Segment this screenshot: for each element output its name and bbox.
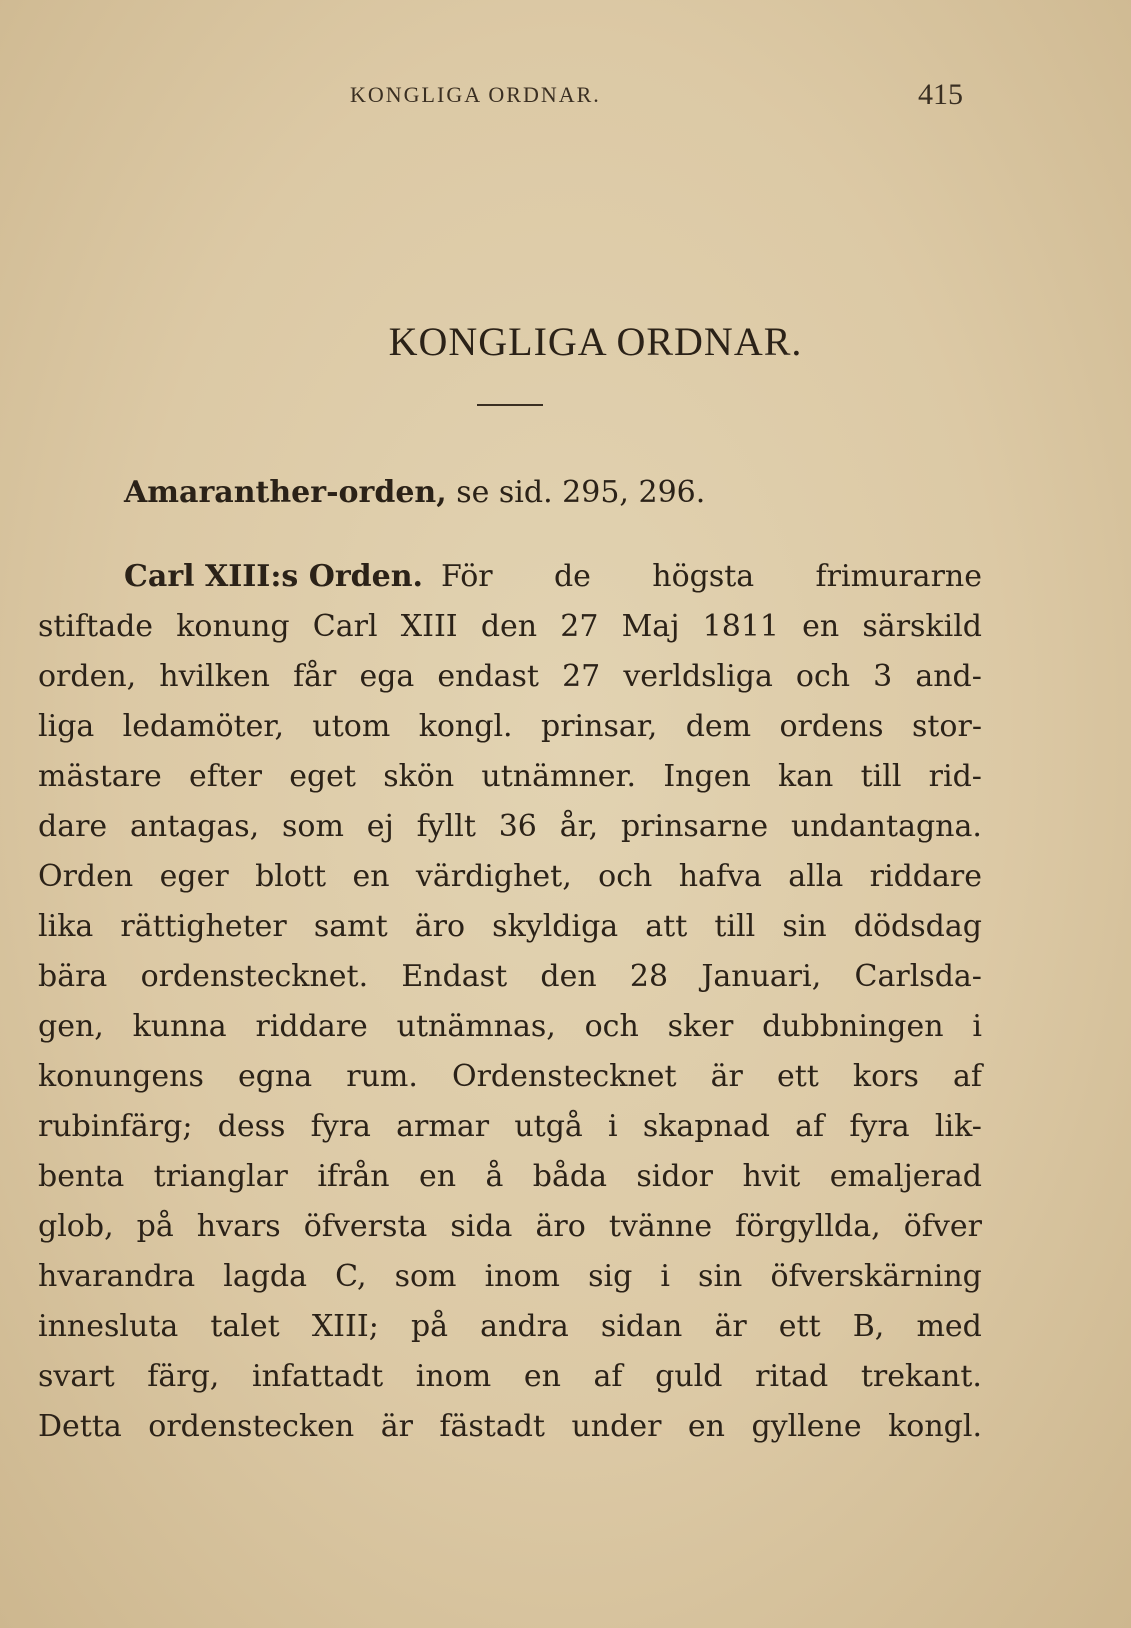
entry-text-line (38, 652, 982, 702)
entry-text-line (38, 1102, 982, 1152)
word: särskild (862, 609, 982, 644)
entry-text-line (38, 1202, 982, 1252)
word: ritad (755, 1359, 829, 1394)
word: ega (359, 659, 415, 694)
word: XIII; (311, 1309, 379, 1344)
word: öfverskärning (770, 1259, 982, 1294)
word: rum. (346, 1059, 418, 1094)
entry-text-line (38, 1402, 982, 1452)
word: prinsarne (620, 809, 769, 844)
word: trianglar (153, 1159, 288, 1194)
word: riddare (869, 859, 982, 894)
word: sida (450, 1209, 513, 1244)
word: alla (788, 859, 844, 894)
word: fästadt (439, 1409, 545, 1444)
entry-text-line (38, 852, 982, 902)
word: endast (437, 659, 539, 694)
entry-text-line (38, 902, 982, 952)
title-divider (477, 404, 543, 406)
word: och (795, 659, 851, 694)
word: rättigheter (120, 909, 287, 944)
word: guld (655, 1359, 723, 1394)
word: på (136, 1209, 174, 1244)
word: konung (176, 609, 290, 644)
word: ordenstecknet. (140, 959, 369, 994)
entry-line (38, 468, 982, 518)
word: Ingen (663, 759, 751, 794)
word: efter (188, 759, 262, 794)
word: ifrån (317, 1159, 390, 1194)
word: lika (38, 909, 94, 944)
word: ordens (779, 709, 884, 744)
word: hvilken (159, 659, 270, 694)
word: en (352, 859, 390, 894)
word: antagas, (130, 809, 260, 844)
word: en (523, 1359, 561, 1394)
entry-text-line (38, 1352, 982, 1402)
section-title: KONGLIGA ORDNAR. (388, 319, 803, 364)
word: en (687, 1409, 725, 1444)
entry-text-line (38, 1252, 982, 1302)
word: blott (255, 859, 327, 894)
word: som (394, 1259, 457, 1294)
word: prinsar, (540, 709, 658, 744)
word: infattadt (251, 1359, 384, 1394)
entry-text-line (38, 1302, 982, 1352)
word: sidan (600, 1309, 683, 1344)
word: rid- (928, 759, 982, 794)
word: svart (38, 1359, 115, 1394)
entry-text-line (38, 702, 982, 752)
word: sidor (636, 1159, 714, 1194)
entry-text-line (38, 952, 982, 1002)
word: äro (535, 1209, 586, 1244)
word: inom (415, 1359, 492, 1394)
word: å (485, 1159, 504, 1194)
word: stiftade (38, 609, 154, 644)
entry-name: Amaranther-orden, (124, 475, 447, 510)
word: utgå (514, 1109, 583, 1144)
entry-text-line (38, 1152, 982, 1202)
word: på (410, 1309, 449, 1344)
word: 1811 (702, 609, 780, 644)
word: bära (38, 959, 108, 994)
word: och (598, 859, 653, 894)
word: kongl. (888, 1409, 982, 1444)
word: gyllene (751, 1409, 862, 1444)
word: äro (414, 909, 466, 944)
word: är (714, 1309, 747, 1344)
word: hafva (678, 859, 762, 894)
word: sin (698, 1259, 743, 1294)
word: af (795, 1109, 825, 1144)
entry-line (38, 552, 982, 602)
word: år, (559, 809, 599, 844)
word: värdighet, (415, 859, 572, 894)
word: eget (289, 759, 356, 794)
page-number: 415 (918, 78, 963, 111)
entry-text-line (38, 602, 982, 652)
word: sin (782, 909, 827, 944)
word: hvars (196, 1209, 281, 1244)
word: Januari, (701, 959, 822, 994)
word: Carl (312, 609, 378, 644)
word: Endast (401, 959, 508, 994)
word: verldsliga (623, 659, 773, 694)
word: stor- (911, 709, 982, 744)
word: liga (38, 709, 95, 744)
word: C, (335, 1259, 367, 1294)
word: fyllt (416, 809, 476, 844)
word: utom (312, 709, 391, 744)
entry-text-line (38, 1052, 982, 1102)
word: talet (210, 1309, 280, 1344)
entry-text: se sid. 295, 296. (456, 475, 706, 510)
word: and- (915, 659, 982, 694)
word: ej (366, 809, 394, 844)
word: högsta (652, 559, 755, 594)
word: som (281, 809, 344, 844)
word: att (645, 909, 688, 944)
word: sker (667, 1009, 734, 1044)
word: får (293, 659, 337, 694)
word: i (608, 1109, 618, 1144)
entry-text-line (38, 1002, 982, 1052)
word: riddare (255, 1009, 368, 1044)
word: hvarandra (38, 1259, 196, 1294)
word: fyra (310, 1109, 371, 1144)
word: XIII (400, 609, 458, 644)
word: den (540, 959, 597, 994)
word: utnämnas, (396, 1009, 556, 1044)
word: den (480, 609, 538, 644)
word: skön (383, 759, 455, 794)
word: Detta (38, 1409, 122, 1444)
running-head (0, 78, 1131, 112)
word: till (860, 759, 902, 794)
word: lik- (934, 1109, 982, 1144)
word: andra (480, 1309, 569, 1344)
word: mästare (38, 759, 162, 794)
word: en (802, 609, 840, 644)
word: öfver (903, 1209, 982, 1244)
word: 28 (629, 959, 669, 994)
word: undantagna. (790, 809, 982, 844)
word: konungens (38, 1059, 204, 1094)
word: ett (776, 1059, 819, 1094)
running-title: KONGLIGA ORDNAR. (350, 82, 601, 107)
word: eger (159, 859, 229, 894)
word: dare (38, 809, 108, 844)
word: fyra (849, 1109, 910, 1144)
word: kongl. (418, 709, 513, 744)
word: är (710, 1059, 743, 1094)
word: kan (777, 759, 834, 794)
word: ordenstecken (148, 1409, 355, 1444)
word: i (972, 1009, 982, 1044)
word: frimurarne (815, 559, 982, 594)
entry-text-line (423, 552, 982, 602)
word: ett (778, 1309, 821, 1344)
word: lagda (223, 1259, 307, 1294)
entry-name: Carl XIII:s Orden. (124, 559, 424, 594)
word: i (660, 1259, 670, 1294)
word: B, (852, 1309, 885, 1344)
word: båda (532, 1159, 607, 1194)
word: emaljerad (829, 1159, 982, 1194)
word: sig (588, 1259, 633, 1294)
word: dubbningen (762, 1009, 944, 1044)
entry-amaranther (38, 468, 982, 518)
word: gen, (38, 1009, 104, 1044)
word: Maj (621, 609, 680, 644)
word: orden, (38, 659, 137, 694)
word: Carlsda- (854, 959, 982, 994)
word: benta (38, 1159, 125, 1194)
word: till (714, 909, 756, 944)
word: öfversta (303, 1209, 428, 1244)
word: och (584, 1009, 639, 1044)
word: 3 (873, 659, 893, 694)
entry-carl-xiii (38, 552, 982, 1452)
word: kunna (132, 1009, 227, 1044)
word: en (418, 1159, 457, 1194)
word: Orden (38, 859, 134, 894)
entry-text-line (38, 802, 982, 852)
word: För (441, 559, 493, 594)
word: rubinfärg; (38, 1109, 193, 1144)
word: med (916, 1309, 982, 1344)
word: förgyllda, (735, 1209, 881, 1244)
word: dödsdag (853, 909, 982, 944)
word: under (571, 1409, 662, 1444)
word: egna (237, 1059, 313, 1094)
word: samt (313, 909, 388, 944)
word: skapnad (642, 1109, 770, 1144)
word: 36 (498, 809, 537, 844)
word: kors (852, 1059, 919, 1094)
entry-text-line (38, 752, 982, 802)
word: inom (484, 1259, 560, 1294)
word: de (553, 559, 591, 594)
word: ledamöter, (122, 709, 285, 744)
word: trekant. (860, 1359, 982, 1394)
word: hvit (742, 1159, 801, 1194)
word: är (380, 1409, 413, 1444)
word: tvänne (608, 1209, 713, 1244)
word: armar (396, 1109, 490, 1144)
word: af (953, 1059, 982, 1094)
word: 27 (562, 659, 601, 694)
word: innesluta (38, 1309, 179, 1344)
word: af (593, 1359, 623, 1394)
word: Ordenstecknet (452, 1059, 677, 1094)
word: 27 (560, 609, 599, 644)
word: skyldiga (492, 909, 619, 944)
word: glob, (38, 1209, 114, 1244)
word: dess (217, 1109, 286, 1144)
word: dem (685, 709, 752, 744)
word: färg, (147, 1359, 220, 1394)
word: utnämner. (481, 759, 637, 794)
